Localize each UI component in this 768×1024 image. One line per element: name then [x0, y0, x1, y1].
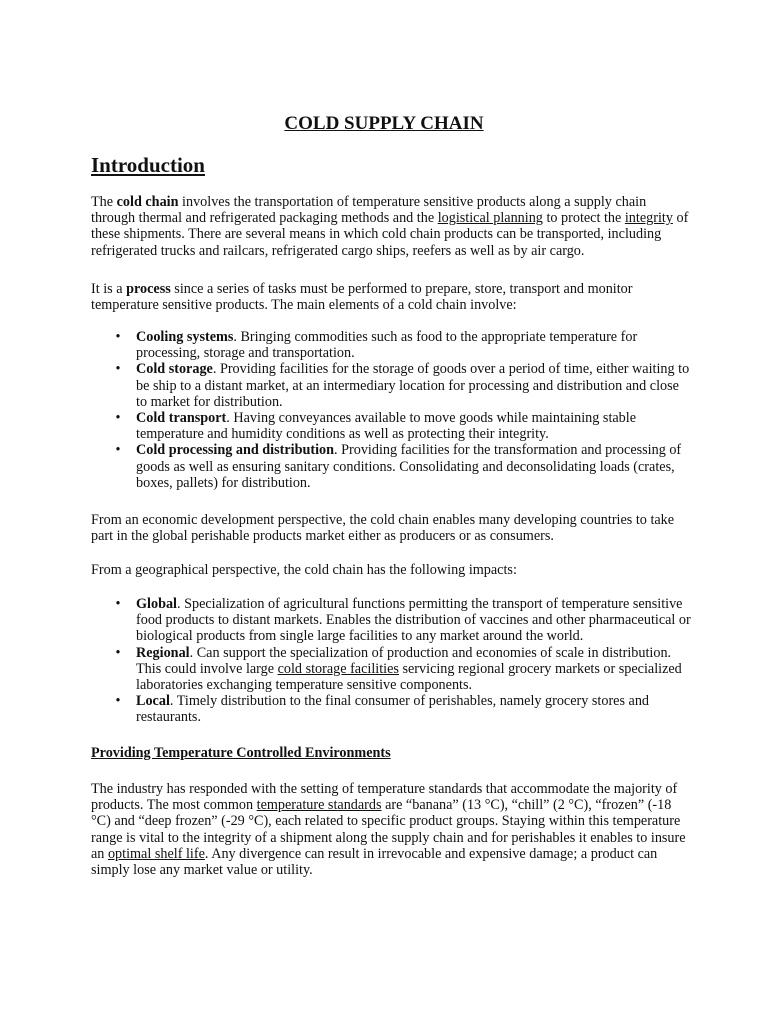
list-item	[91, 329, 691, 361]
list-item	[91, 361, 691, 410]
bullet-icon: •	[115, 644, 121, 661]
text-run: The industry has responded with the setting of temperature standards that accommodate the majority of products. The most common	[91, 781, 678, 814]
link-cold-storage-facilities[interactable]: cold storage facilities	[277, 660, 399, 677]
text-run: of these shipments. There are several means in which cold chain products can be transported, including refrigerated trucks and railcars, refrigerated cargo ships, reefers as well as by air cargo.	[91, 210, 689, 259]
text-run: . Any divergence can result in irrevocable and expensive damage; a product can simply lose any market value or utility.	[91, 845, 658, 879]
bullet-icon: •	[115, 442, 121, 459]
list-item-text: . Specialization of agricultural functions permitting the transport of temperature sensitive food products to distant markets. Enables the distribution of vaccines and other pharmaceutical or biological products from single large facilities to any market around the world.	[136, 596, 691, 645]
geographical-paragraph: From a geographical perspective, the cold chain has the following impacts:	[91, 562, 517, 578]
list-item	[91, 410, 691, 442]
list-item-text: . Timely distribution to the final consumer of perishables, namely grocery stores and restaurants.	[136, 693, 650, 726]
list-item-term: Cold storage	[136, 361, 213, 378]
list-item	[91, 693, 691, 725]
list-item-text: . Can support the specialization of production and economies of scale in distribution. This could involve large	[136, 644, 672, 677]
page-title: COLD SUPPLY CHAIN	[284, 113, 484, 134]
text-run: to protect the	[542, 210, 625, 227]
bold-term-process: process	[126, 281, 171, 297]
list-item-term: Cold transport	[136, 410, 227, 427]
list-item-text: . Having conveyances available to move goods while maintaining stable temperature and humidity conditions as well as protecting their integrity.	[136, 410, 637, 443]
list-item-term: Cold processing and distribution	[136, 442, 335, 459]
bullet-icon: •	[115, 361, 121, 378]
bullet-icon: •	[115, 596, 121, 612]
link-temperature-standards[interactable]: temperature standards	[256, 797, 382, 814]
cold-chain-elements-list	[91, 329, 691, 491]
bullet-icon: •	[115, 410, 121, 427]
section-heading: Providing Temperature Controlled Environments	[91, 745, 391, 761]
text-run: The	[91, 194, 117, 210]
intro-paragraph-2	[91, 281, 691, 313]
list-item-text: . Bringing commodities such as food to the appropriate temperature for processing, storage and transportation.	[136, 329, 638, 362]
list-item-term: Global	[136, 596, 177, 612]
list-item	[91, 596, 691, 645]
list-item	[91, 442, 691, 491]
introduction-heading: Introduction	[91, 153, 205, 177]
bullet-icon: •	[115, 329, 121, 345]
text-run: since a series of tasks must be performed to prepare, store, transport and monitor temperature sensitive products. The main elements of a cold chain involve:	[91, 281, 633, 314]
link-optimal-shelf-life[interactable]: optimal shelf life	[107, 845, 205, 862]
intro-paragraph-1	[91, 194, 691, 259]
economic-paragraph: From an economic development perspective, the cold chain enables many developing countries to take part in the global perishable products market either as producers or as consumers.	[91, 512, 675, 545]
list-item-term: Cooling systems	[136, 329, 234, 345]
list-item-term: Local	[136, 693, 170, 710]
list-item-term: Regional	[136, 644, 190, 661]
bold-term-cold-chain: cold chain	[116, 194, 179, 210]
text-run: are “banana” (13 °C), “chill” (2 °C), “frozen” (-18 °C) and “deep frozen” (-29 °C), each related to specific product groups. Staying within this temperature range is vital to the integrity of a shipment along the supply chain and for perishables it enables to insure an	[91, 797, 686, 862]
list-item	[91, 645, 691, 694]
text-run: It is a	[91, 281, 127, 297]
industry-paragraph	[91, 781, 691, 878]
list-item-text: . Providing facilities for the storage of goods over a period of time, either waiting to be ship to a distant market, at an intermediary location for processing and distribution and close to market for distribution.	[136, 361, 690, 410]
text-run: involves the transportation of temperature sensitive products along a supply chain through thermal and refrigerated packaging methods and the	[91, 194, 647, 227]
list-item-text: servicing regional grocery markets or specialized laboratories exchanging temperature sensitive components.	[136, 660, 682, 694]
bullet-icon: •	[115, 693, 121, 710]
link-integrity[interactable]: integrity	[624, 210, 673, 227]
link-logistical-planning[interactable]: logistical planning	[437, 210, 543, 227]
geographical-impacts-list	[91, 596, 691, 726]
list-item-text: . Providing facilities for the transformation and processing of goods as well as ensuring sanitary conditions. Consolidating and deconsolidating loads (crates, boxes, pallets) for distribution.	[136, 442, 682, 491]
